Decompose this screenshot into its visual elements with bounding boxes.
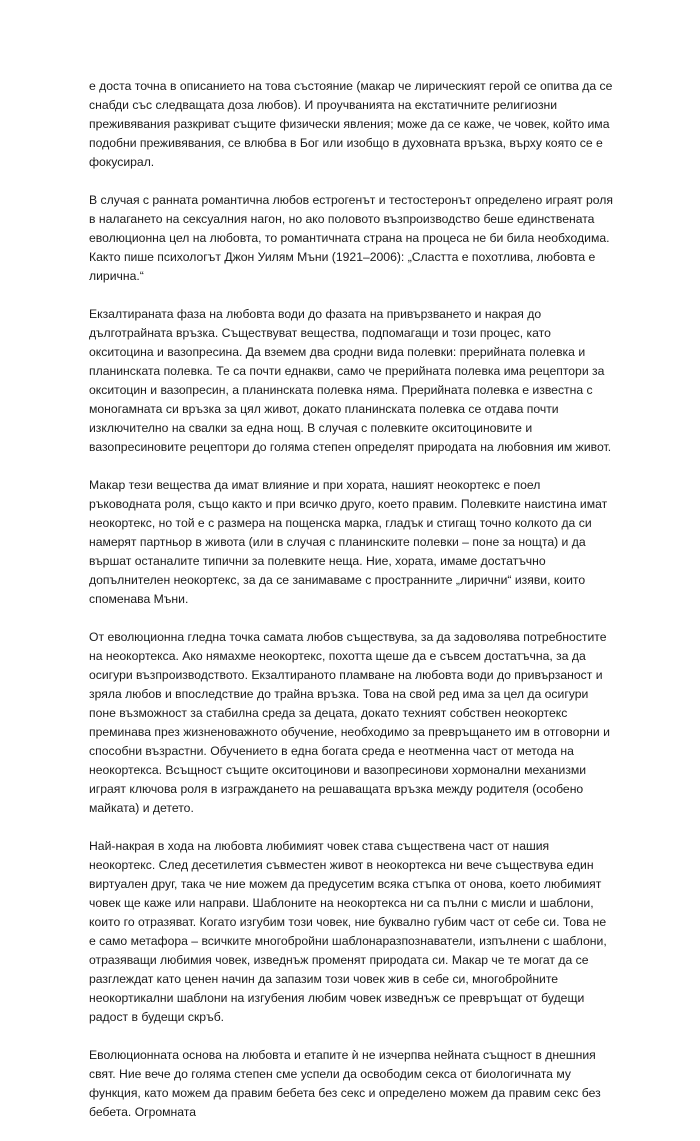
paragraph: Екзалтираната фаза на любовта води до фазата на привързването и накрая до дълготрайната връзка. Съществуват вещества, подпомагащи и този процес, като окситоцина и вазопресина. Да вземем два сродни вида полевки: прерийната полевка и планинската полевка. Те са почти еднакви, само че прерийната полевка има рецептори за окситоцин и вазопресин, а планинската полевка няма. Прерийната полевка е известна с моногамната си връзка за цял живот, докато планинската полевка се отдава почти изключително на свалки за една нощ. В случая с полевките окситоциновите и вазопресиновите рецептори до голяма степен определят природата на любовния им живот. (89, 307, 612, 454)
paragraph: В случая с ранната романтична любов естрогенът и тестостеронът определено играят роля в налагането на сексуалния нагон, но ако половото възпроизводство беше единствената еволюционна цел на любовта, то романтичната страна на процеса не би била необходима. Както пише психологът Джон Уилям Мъни (1921–2006): „Сластта е похотлива, любовта е лирична.“ (89, 193, 614, 283)
paragraph: Еволюционната основа на любовта и етапите ѝ не изчерпва нейната същност в днешния свят. Ние вече до голяма степен сме успели да освободим секса от биологичната му функция, като можем да правим бебета без секс и определено можем да правим секс без бебета. Огромната (89, 1048, 601, 1119)
paragraph: Макар тези вещества да имат влияние и при хората, нашият неокортекс е поел ръководната роля, също както и при всичко друго, което правим. Полевките наистина имат неокортекс, но той е с размера на пощенска марка, гладък и стигащ точно колкото да си намерят партньор в живота (или в случая с планинските полевки – поне за нощта) и да вършат останалите типични за полевките неща. Ние, хората, имаме достатъчно допълнителен неокортекс, за да се занимаваме с пространните „лирични“ изяви, които споменава Мъни. (89, 478, 608, 606)
paragraph: Най-накрая в хода на любовта любимият човек става съществена част от нашия неокортекс. След десетилетия съвместен живот в неокортекса ни вече съществува един виртуален друг, така че ние можем да предусетим всяка стъпка от онова, което любимият човек ще каже или направи. Шаблоните на неокортекса ни са пълни с мисли и шаблони, които го отразяват. Когато изгубим този човек, ние буквално губим част от себе си. Това не е само метафора – всичките многобройни шаблонаразпознаватели, изпълнени с шаблони, отразяващи любимия човек, изведнъж променят природата си. Макар че те могат да се разглеждат като ценен начин да запазим този човек жив в себе си, многобройните неокортикални шаблони на изгубения любим човек изведнъж се превръщат от будещи радост в будещи скръб. (89, 839, 607, 1024)
paragraph: От еволюционна гледна точка самата любов съществува, за да задоволява потребностите на неокортекса. Ако нямахме неокортекс, похотта щеше да е съвсем достатъчна, за да осигури възпроизводството. Екзалтираното пламване на любовта води до привързаност и зряла любов и впоследствие до трайна връзка. Това на свой ред има за цел да осигури поне възможност за стабилна среда за децата, докато техният собствен неокортекс преминава през жизненоважното обучение, необходимо за превръщането им в отговорни и способни възрастни. Обучението в една богата среда е неотменна част от метода на неокортекса. Всъщност същите окситоцинови и вазопресинови хормонални механизми играят ключова роля в изграждането на решаващата връзка между родителя (особено майката) и детето. (89, 630, 610, 815)
paragraph: е доста точна в описанието на това състояние (макар че лирическият герой се опитва да се снабди със следващата доза любов). И проучванията на екстатичните религиозни преживявания разкриват същите физически явления; може да се каже, че човек, който има подобни преживявания, се влюбва в Бог или изобщо в духовната връзка, върху която се е фокусирал. (89, 79, 613, 169)
body-text (89, 77, 613, 1141)
